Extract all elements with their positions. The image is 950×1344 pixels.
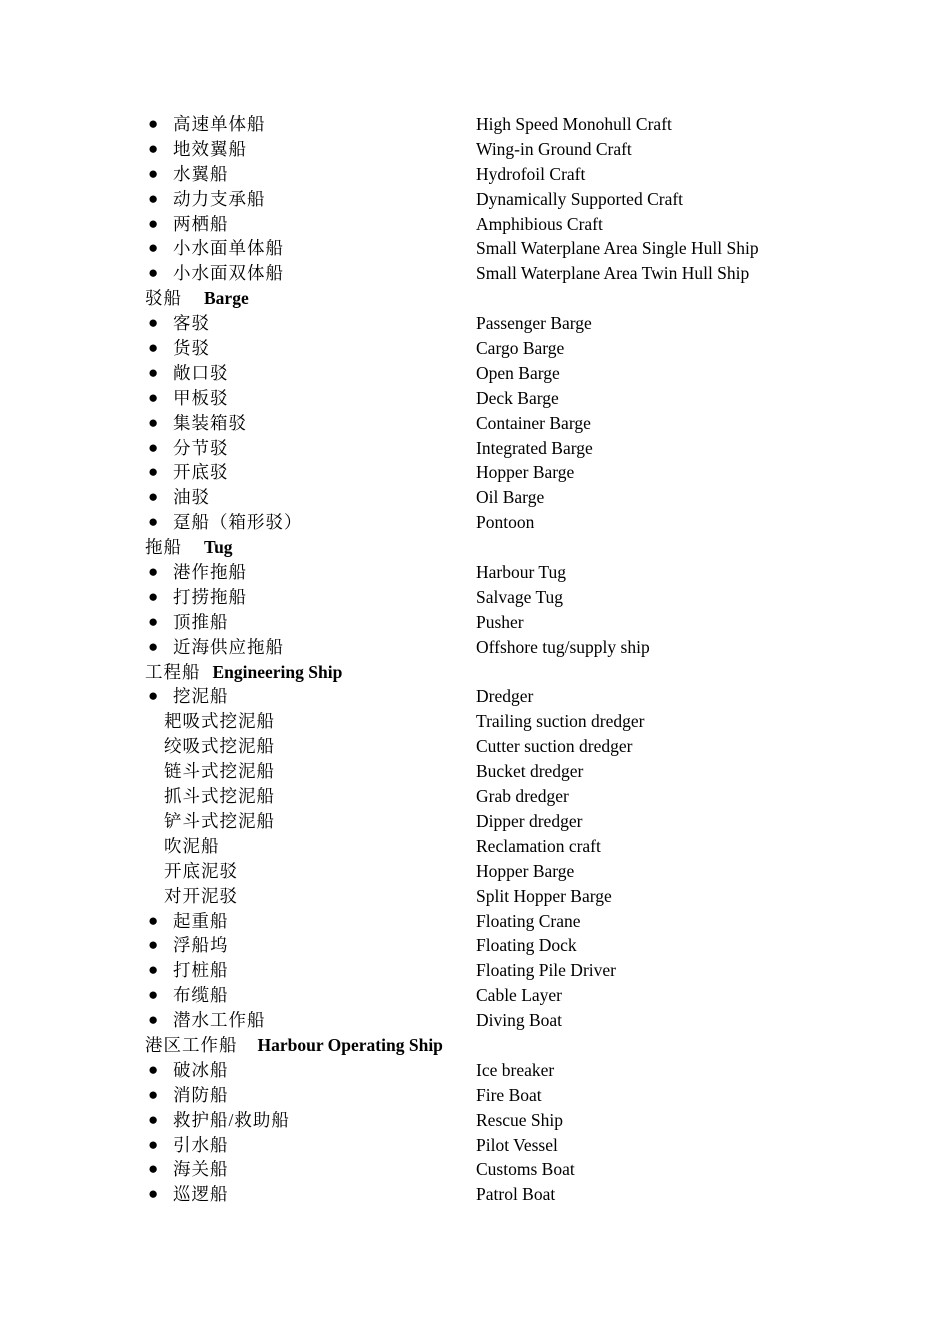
- term-zh: 甲板驳: [173, 387, 229, 408]
- bullet-icon: ●: [148, 213, 159, 233]
- term-en: Container Barge: [476, 412, 591, 433]
- sub-list-item: [0, 834, 950, 859]
- term-en: Pusher: [476, 611, 524, 632]
- bullet-icon: ●: [148, 1084, 159, 1104]
- list-item: [0, 311, 950, 336]
- term-en: Floating Pile Driver: [476, 960, 616, 981]
- term-zh: 高速单体船: [173, 114, 266, 134]
- term-zh: 水翼船: [173, 163, 229, 184]
- term-zh: 浮船坞: [173, 935, 229, 956]
- list-item: [0, 137, 950, 162]
- term-en: Offshore tug/supply ship: [476, 636, 650, 657]
- list-item: [0, 610, 950, 635]
- term-en: Cargo Barge: [476, 338, 565, 359]
- bullet-icon: ●: [148, 562, 159, 582]
- term-en: Split Hopper Barge: [476, 885, 612, 906]
- term-en: Dynamically Supported Craft: [476, 188, 684, 209]
- section-heading-barge: [0, 286, 950, 311]
- term-zh: 两栖船: [173, 213, 229, 234]
- term-en: Pilot Vessel: [476, 1134, 558, 1155]
- term-en: Grab dredger: [476, 786, 569, 807]
- term-en: Small Waterplane Area Single Hull Ship: [476, 238, 759, 259]
- list-item: [0, 684, 950, 709]
- list-item: [0, 261, 950, 286]
- bullet-icon: ●: [148, 338, 159, 358]
- bullet-icon: ●: [148, 985, 159, 1005]
- term-en: Integrated Barge: [476, 437, 593, 458]
- term-zh: 开底泥驳: [164, 860, 238, 881]
- term-zh: 分节驳: [173, 437, 229, 458]
- heading-zh: 驳船: [145, 288, 182, 309]
- term-zh: 引水船: [173, 1134, 229, 1155]
- bullet-icon: ●: [148, 935, 159, 955]
- term-zh: 布缆船: [173, 985, 229, 1006]
- term-en: Floating Crane: [476, 910, 581, 931]
- term-en: Hopper Barge: [476, 462, 575, 483]
- term-zh: 打桩船: [173, 960, 229, 981]
- bullet-icon: ●: [148, 263, 159, 283]
- term-en: Hopper Barge: [476, 860, 575, 881]
- term-en: Passenger Barge: [476, 313, 592, 334]
- list-item: [0, 560, 950, 585]
- bullet-icon: ●: [148, 960, 159, 980]
- bullet-icon: ●: [148, 313, 159, 333]
- term-zh: 地效翼船: [173, 138, 247, 159]
- bullet-icon: ●: [148, 1010, 159, 1030]
- term-zh: 起重船: [173, 910, 229, 931]
- list-item: [0, 958, 950, 983]
- term-zh: 挖泥船: [173, 686, 229, 707]
- list-item: [0, 585, 950, 610]
- sub-list-item: [0, 809, 950, 834]
- term-zh: 对开泥驳: [164, 885, 238, 906]
- bullet-icon: ●: [148, 437, 159, 457]
- heading-zh: 拖船: [145, 537, 182, 558]
- term-en: Dipper dredger: [476, 810, 583, 831]
- term-en: Dredger: [476, 686, 534, 707]
- bullet-icon: ●: [148, 1184, 159, 1204]
- term-zh: 油驳: [173, 487, 210, 508]
- bullet-icon: ●: [148, 686, 159, 706]
- bullet-icon: ●: [148, 1109, 159, 1129]
- bullet-icon: ●: [148, 910, 159, 930]
- bullet-icon: ●: [148, 362, 159, 382]
- list-item: [0, 162, 950, 187]
- list-item: [0, 460, 950, 485]
- term-zh: 绞吸式挖泥船: [164, 736, 275, 757]
- term-en: Floating Dock: [476, 935, 577, 956]
- term-zh: 客驳: [173, 313, 210, 334]
- term-zh: 吹泥船: [164, 835, 220, 856]
- term-en: Bucket dredger: [476, 761, 584, 782]
- list-item: [0, 510, 950, 535]
- term-en: Open Barge: [476, 362, 560, 383]
- bullet-icon: ●: [148, 114, 159, 133]
- sub-list-item: [0, 884, 950, 909]
- list-item: [0, 1108, 950, 1133]
- bullet-icon: ●: [148, 487, 159, 507]
- term-en: Pontoon: [476, 512, 535, 533]
- term-en: Amphibious Craft: [476, 213, 603, 234]
- term-en: Deck Barge: [476, 387, 559, 408]
- bullet-icon: ●: [148, 636, 159, 656]
- list-item: [0, 1008, 950, 1033]
- term-zh: 趸船（箱形驳）: [173, 512, 303, 533]
- list-item: [0, 336, 950, 361]
- heading-en: Barge: [204, 288, 249, 309]
- term-zh: 小水面单体船: [173, 238, 284, 259]
- sub-list-item: [0, 859, 950, 884]
- term-zh: 巡逻船: [173, 1184, 229, 1205]
- term-en: Fire Boat: [476, 1084, 542, 1105]
- term-en: Trailing suction dredger: [476, 711, 645, 732]
- term-zh: 抓斗式挖泥船: [164, 786, 275, 807]
- heading-en: Engineering Ship: [212, 661, 343, 682]
- list-item: [0, 436, 950, 461]
- term-zh: 破冰船: [173, 1059, 229, 1080]
- term-en: Wing-in Ground Craft: [476, 138, 632, 159]
- term-zh: 消防船: [173, 1084, 229, 1105]
- bullet-icon: ●: [148, 1059, 159, 1079]
- section-heading-harbour: [0, 1033, 950, 1058]
- term-zh: 动力支承船: [173, 188, 266, 209]
- term-en: Reclamation craft: [476, 835, 601, 856]
- bullet-icon: ●: [148, 387, 159, 407]
- term-zh: 小水面双体船: [173, 263, 284, 284]
- bullet-icon: ●: [148, 611, 159, 631]
- document-page: [0, 112, 950, 1207]
- term-zh: 打捞拖船: [173, 586, 247, 607]
- bullet-icon: ●: [148, 1134, 159, 1154]
- sub-list-item: [0, 709, 950, 734]
- bullet-icon: ●: [148, 1159, 159, 1179]
- section-heading-tug: [0, 535, 950, 560]
- heading-en: Harbour Operating Ship: [257, 1034, 443, 1055]
- list-item: [0, 212, 950, 237]
- term-en: Cutter suction dredger: [476, 736, 633, 757]
- list-item: [0, 411, 950, 436]
- list-item: [0, 1182, 950, 1207]
- list-item: [0, 236, 950, 261]
- sub-list-item: [0, 759, 950, 784]
- term-zh: 潜水工作船: [173, 1010, 266, 1031]
- term-zh: 敞口驳: [173, 362, 229, 383]
- term-zh: 救护船/救助船: [173, 1109, 290, 1130]
- bullet-icon: ●: [148, 586, 159, 606]
- bullet-icon: ●: [148, 238, 159, 258]
- list-item: [0, 187, 950, 212]
- term-zh: 耙吸式挖泥船: [164, 711, 275, 732]
- term-zh: 顶推船: [173, 611, 229, 632]
- list-item: [0, 1133, 950, 1158]
- bullet-icon: ●: [148, 163, 159, 183]
- list-item: [0, 112, 950, 137]
- term-en: Rescue Ship: [476, 1109, 564, 1130]
- term-zh: 开底驳: [173, 462, 229, 483]
- bullet-icon: ●: [148, 462, 159, 482]
- term-en: Oil Barge: [476, 487, 545, 508]
- term-en: Customs Boat: [476, 1159, 575, 1180]
- term-zh: 海关船: [173, 1159, 229, 1180]
- term-en: Cable Layer: [476, 985, 562, 1006]
- term-en: Salvage Tug: [476, 586, 564, 607]
- list-item: [0, 1058, 950, 1083]
- term-zh: 集装箱驳: [173, 412, 247, 433]
- list-item: [0, 386, 950, 411]
- bullet-icon: ●: [148, 188, 159, 208]
- sub-list-item: [0, 734, 950, 759]
- term-zh: 链斗式挖泥船: [164, 761, 275, 782]
- section-heading-engineering: [0, 660, 950, 685]
- heading-zh: 港区工作船: [145, 1034, 238, 1055]
- term-en: Patrol Boat: [476, 1184, 556, 1205]
- list-item: [0, 909, 950, 934]
- term-zh: 港作拖船: [173, 562, 247, 583]
- term-en: Ice breaker: [476, 1059, 555, 1080]
- bullet-icon: ●: [148, 138, 159, 158]
- bullet-icon: ●: [148, 412, 159, 432]
- list-item: [0, 983, 950, 1008]
- list-item: [0, 361, 950, 386]
- bullet-icon: ●: [148, 512, 159, 532]
- list-item: [0, 1083, 950, 1108]
- term-zh: 货驳: [173, 338, 210, 359]
- term-en: Harbour Tug: [476, 562, 566, 583]
- list-item: [0, 1157, 950, 1182]
- term-en: Small Waterplane Area Twin Hull Ship: [476, 263, 750, 284]
- heading-en: Tug: [204, 537, 233, 558]
- list-item: [0, 635, 950, 660]
- term-zh: 铲斗式挖泥船: [164, 810, 275, 831]
- list-item: [0, 933, 950, 958]
- term-en: Hydrofoil Craft: [476, 163, 586, 184]
- heading-zh: 工程船: [145, 661, 201, 682]
- term-en: Diving Boat: [476, 1010, 563, 1031]
- list-item: [0, 485, 950, 510]
- term-en: High Speed Monohull Craft: [476, 114, 672, 134]
- sub-list-item: [0, 784, 950, 809]
- term-zh: 近海供应拖船: [173, 636, 284, 657]
